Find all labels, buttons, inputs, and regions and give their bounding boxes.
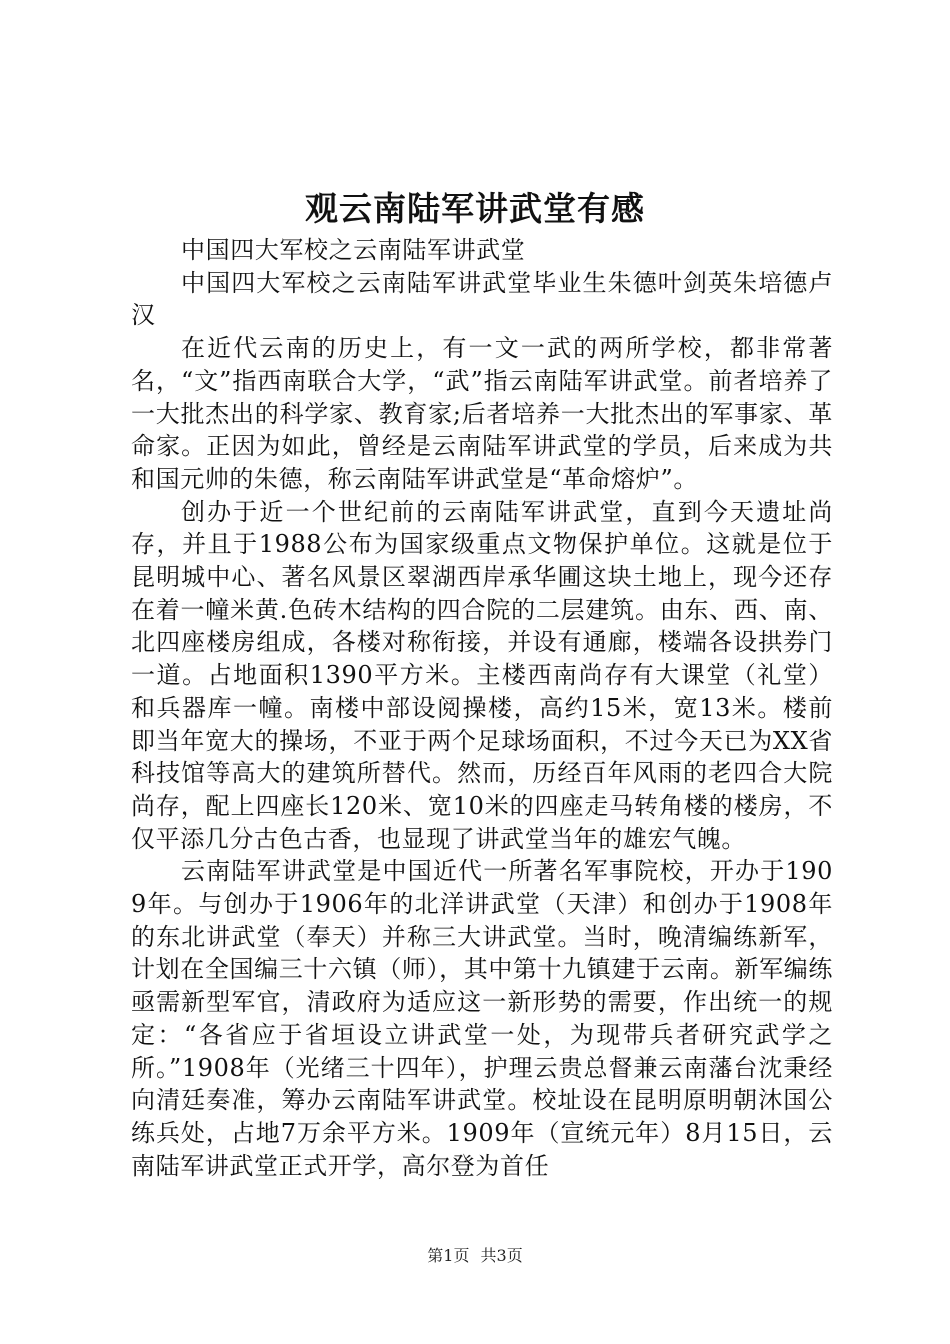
- document-title: 观云南陆军讲武堂有感: [305, 189, 645, 228]
- paragraph-graduates: 中国四大军校之云南陆军讲武堂毕业生朱德叶剑英朱培德卢汉: [131, 268, 833, 330]
- page-total: 共3页: [480, 1246, 523, 1265]
- paragraph-subtitle: 中国四大军校之云南陆军讲武堂: [181, 236, 526, 264]
- document-body: [131, 234, 833, 1182]
- page-number: 第1页: [427, 1246, 470, 1265]
- paragraph-history-intro: 在近代云南的历史上，有一文一武的两所学校，都非常著名，“文”指西南联合大学，“武”指云南陆军讲武堂。前者培养了一大批杰出的科学家、教育家;后者培养一大批杰出的军事家、革命家。正因为如此，曾经是云南陆军讲武堂的学员，后来成为共和国元帅的朱德，称云南陆军讲武堂是“革命熔炉”。: [131, 334, 833, 493]
- paragraph-site-description: 创办于近一个世纪前的云南陆军讲武堂，直到今天遗址尚存，并且于1988公布为国家级重点文物保护单位。这就是位于昆明城中心、著名风景区翠湖西岸承华圃这块土地上，现今还存在着一幢米黄.色砖木结构的四合院的二层建筑。由东、西、南、北四座楼房组成，各楼对称衔接，并设有通廊，楼端各设拱券门一道。占地面积1390平方米。主楼西南尚存有大课堂（礼堂）和兵器库一幢。南楼中部设阅操楼，高约15米，宽13米。楼前即当年宽大的操场，不亚于两个足球场面积，不过今天已为XX省科技馆等高大的建筑所替代。然而，历经百年风雨的老四合大院尚存，配上四座长120米、宽10米的四座走马转角楼的楼房，不仅平添几分古色古香，也显现了讲武堂当年的雄宏气魄。: [131, 497, 833, 853]
- paragraph-founding: 云南陆军讲武堂是中国近代一所著名军事院校，开办于1909年。与创办于1906年的北洋讲武堂（天津）和创办于1908年的东北讲武堂（奉天）并称三大讲武堂。当时，晚清编练新军，计划在全国编三十六镇（师），其中第十九镇建于云南。新军编练亟需新型军官，清政府为适应这一新形势的需要，作出统一的规定：“各省应于省垣设立讲武堂一处，为现带兵者研究武学之所。”1908年（光绪三十四年），护理云贵总督兼云南藩台沈秉经向清廷奏准，筹办云南陆军讲武堂。校址设在昆明原明朝沐国公练兵处，占地7万余平方米。1909年（宣统元年）8月15日，云南陆军讲武堂正式开学，高尔登为首任: [131, 857, 833, 1180]
- page-footer: [0, 1245, 950, 1267]
